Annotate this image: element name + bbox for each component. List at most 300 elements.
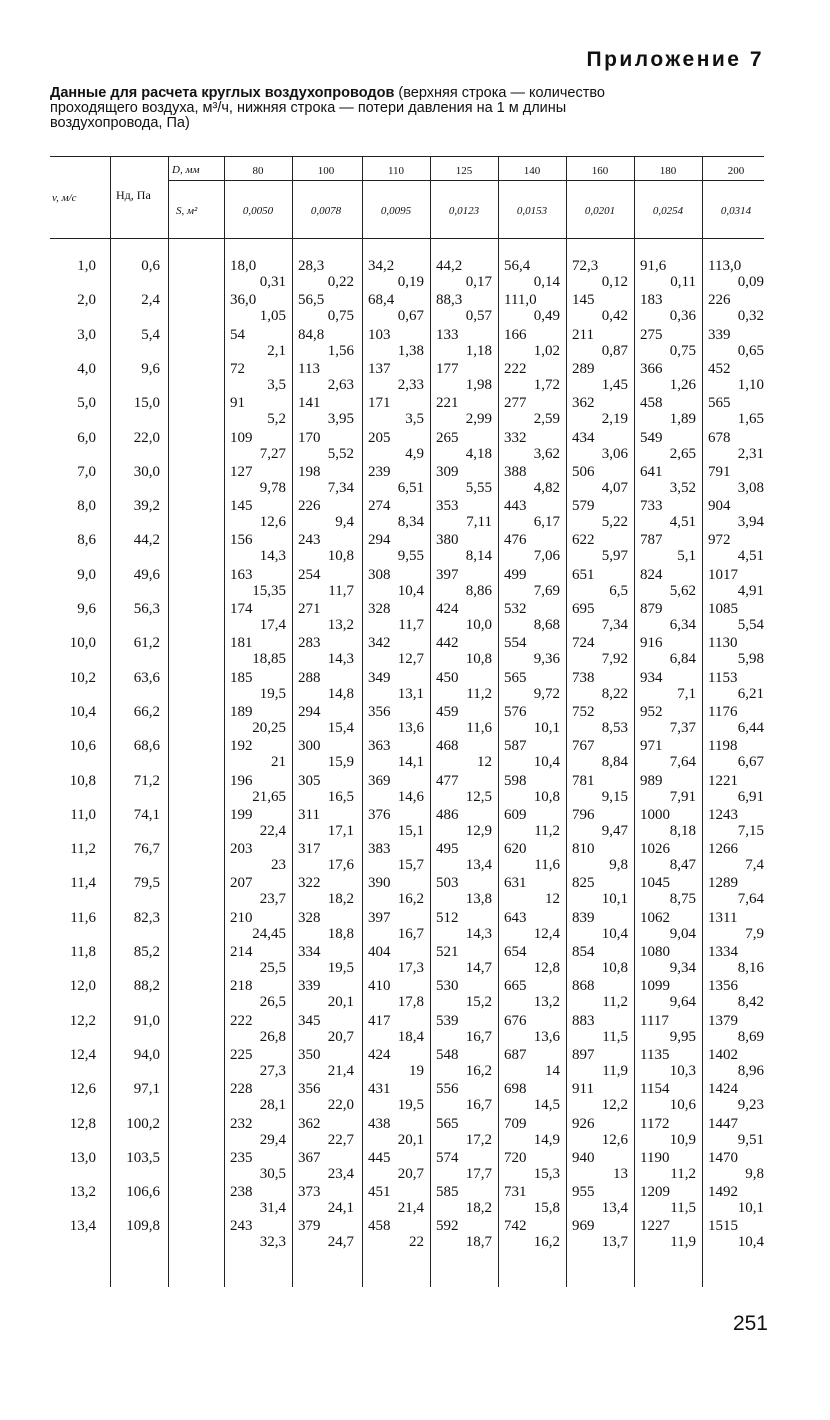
dynamic-pressure-value: 103,5	[126, 1149, 160, 1166]
air-flow-value: 503	[436, 875, 459, 892]
air-flow-value: 356	[298, 1081, 321, 1098]
air-flow-value: 145	[572, 292, 595, 309]
air-flow-value: 1402	[708, 1046, 738, 1063]
air-flow-value: 222	[504, 360, 527, 377]
air-flow-value: 145	[230, 498, 253, 515]
air-flow-value: 934	[640, 669, 663, 686]
air-flow-value: 238	[230, 1184, 253, 1201]
pressure-loss-value: 7,27	[259, 445, 286, 462]
air-flow-value: 1026	[640, 841, 670, 858]
pressure-loss-value: 3,5	[405, 411, 424, 428]
pressure-loss-value: 31,4	[259, 1200, 286, 1217]
pressure-loss-value: 8,34	[397, 514, 424, 531]
air-flow-value: 211	[572, 326, 594, 343]
diameter-value: 180	[659, 165, 677, 177]
pressure-loss-value: 3,52	[669, 479, 696, 496]
pressure-loss-value: 1,26	[669, 376, 696, 393]
air-flow-value: 452	[708, 360, 731, 377]
pressure-loss-value: 15,8	[533, 1200, 560, 1217]
dynamic-pressure-value: 2,4	[141, 292, 160, 309]
velocity-value: 11,4	[70, 875, 96, 892]
air-flow-value: 84,8	[298, 326, 325, 343]
air-flow-value: 54	[230, 326, 245, 343]
pressure-loss-value: 9,78	[259, 479, 286, 496]
air-flow-value: 521	[436, 944, 459, 960]
air-flow-value: 289	[572, 360, 595, 377]
air-flow-value: 678	[708, 429, 731, 446]
velocity-value: 11,8	[70, 944, 96, 960]
air-flow-value: 199	[230, 806, 253, 823]
dynamic-pressure-value: 63,6	[133, 669, 160, 686]
pressure-loss-value: 8,75	[669, 891, 696, 908]
pressure-loss-value: 16,2	[465, 1062, 492, 1079]
pressure-loss-value: 6,84	[669, 651, 696, 668]
air-flow-value: 424	[436, 601, 459, 617]
velocity-value: 10,6	[69, 738, 96, 755]
air-flow-value: 228	[230, 1081, 253, 1098]
table-top-rule	[50, 156, 764, 157]
pressure-loss-value: 14,1	[397, 754, 424, 771]
pressure-loss-value: 10,1	[737, 1200, 764, 1217]
pressure-loss-value: 1,02	[533, 342, 560, 359]
air-flow-value: 163	[230, 566, 253, 583]
pressure-loss-value: 12,4	[533, 925, 560, 942]
air-flow-value: 56,5	[298, 292, 325, 309]
air-flow-value: 91,6	[640, 258, 667, 274]
air-flow-value: 350	[298, 1046, 321, 1063]
air-flow-value: 486	[436, 806, 459, 823]
pressure-loss-value: 3,94	[737, 514, 764, 531]
pressure-loss-value: 15,2	[465, 994, 492, 1011]
pressure-loss-value: 1,10	[737, 376, 764, 393]
pressure-loss-value: 7,4	[745, 857, 764, 874]
pressure-loss-value: 10,8	[601, 960, 628, 976]
pressure-loss-value: 17,8	[397, 994, 424, 1011]
air-flow-value: 328	[368, 601, 391, 617]
air-flow-value: 127	[230, 463, 253, 480]
air-flow-value: 1447	[708, 1115, 738, 1132]
air-flow-value: 277	[504, 395, 527, 412]
air-flow-value: 940	[572, 1149, 595, 1166]
pressure-loss-value: 9,04	[669, 925, 696, 942]
air-flow-value: 334	[298, 944, 321, 960]
air-flow-value: 311	[298, 806, 320, 823]
pressure-loss-value: 14,9	[533, 1131, 560, 1148]
air-flow-value: 698	[504, 1081, 527, 1098]
diameter-value: 80	[252, 165, 264, 177]
dynamic-pressure-value: 66,2	[133, 703, 160, 720]
air-flow-value: 854	[572, 944, 595, 960]
air-flow-value: 91	[230, 395, 245, 412]
dynamic-pressure-value: 109,8	[126, 1218, 160, 1235]
pressure-loss-value: 16,7	[465, 1097, 492, 1114]
pressure-loss-value: 5,22	[601, 514, 628, 531]
air-flow-value: 113,0	[708, 258, 742, 274]
pressure-loss-value: 19,5	[259, 685, 286, 702]
air-flow-value: 34,2	[368, 258, 395, 274]
pressure-loss-value: 30,5	[259, 1165, 286, 1182]
pressure-loss-value: 11,2	[534, 822, 560, 839]
air-flow-value: 767	[572, 738, 595, 755]
dynamic-pressure-value: 85,2	[133, 944, 160, 960]
air-flow-value: 397	[436, 566, 459, 583]
air-flow-value: 556	[436, 1081, 459, 1098]
pressure-loss-value: 6,44	[737, 719, 764, 736]
air-flow-value: 1356	[708, 978, 738, 995]
pressure-loss-value: 9,55	[397, 548, 424, 565]
pressure-loss-value: 11,2	[602, 994, 628, 1011]
pressure-loss-value: 11,5	[670, 1200, 696, 1217]
pressure-loss-value: 16,2	[397, 891, 424, 908]
pressure-loss-value: 10,3	[669, 1062, 696, 1079]
pressure-loss-value: 25,5	[259, 960, 286, 976]
page-number: 251	[732, 1312, 768, 1335]
pressure-loss-value: 9,8	[745, 1165, 764, 1182]
air-flow-value: 113	[298, 360, 320, 377]
air-flow-value: 133	[436, 326, 459, 343]
pressure-loss-value: 11,7	[328, 582, 354, 599]
pressure-loss-value: 5,98	[737, 651, 764, 668]
air-flow-value: 254	[298, 566, 321, 583]
air-flow-value: 576	[504, 703, 527, 720]
pressure-loss-value: 6,67	[737, 754, 764, 771]
appendix-title: Приложение 7	[586, 48, 764, 71]
pressure-loss-value: 8,86	[465, 582, 492, 599]
air-flow-value: 1017	[708, 566, 738, 583]
pressure-loss-value: 13	[613, 1165, 628, 1182]
air-flow-value: 631	[504, 875, 527, 892]
pressure-loss-value: 10,9	[669, 1131, 696, 1148]
pressure-loss-value: 0,14	[533, 274, 560, 290]
air-flow-value: 431	[368, 1081, 391, 1098]
pressure-loss-value: 22	[409, 1234, 424, 1251]
air-flow-value: 349	[368, 669, 391, 686]
velocity-value: 13,4	[69, 1218, 96, 1235]
pressure-loss-value: 8,69	[737, 1028, 764, 1045]
air-flow-value: 235	[230, 1149, 253, 1166]
diameter-value: 200	[727, 165, 745, 177]
air-flow-value: 332	[504, 429, 527, 446]
air-flow-value: 56,4	[504, 258, 531, 274]
header-velocity: v, м/с	[52, 192, 77, 204]
pressure-loss-value: 8,53	[601, 719, 628, 736]
air-flow-value: 274	[368, 498, 391, 515]
air-flow-value: 214	[230, 944, 253, 960]
air-flow-value: 1062	[640, 909, 670, 926]
pressure-loss-value: 15,3	[533, 1165, 560, 1182]
pressure-loss-value: 9,34	[669, 960, 696, 976]
air-flow-value: 665	[504, 978, 527, 995]
pressure-loss-value: 10,4	[397, 582, 424, 599]
pressure-loss-value: 4,51	[737, 548, 764, 565]
air-flow-value: 1135	[640, 1046, 670, 1063]
pressure-loss-value: 10,4	[533, 754, 560, 771]
air-flow-value: 174	[230, 601, 253, 617]
pressure-loss-value: 17,3	[397, 960, 424, 976]
air-flow-value: 676	[504, 1012, 527, 1029]
air-flow-value: 495	[436, 841, 459, 858]
pressure-loss-value: 7,34	[327, 479, 354, 496]
air-flow-value: 189	[230, 703, 253, 720]
pressure-loss-value: 13,4	[601, 1200, 628, 1217]
velocity-value: 8,6	[77, 532, 96, 549]
air-flow-value: 695	[572, 601, 595, 617]
velocity-value: 8,0	[77, 498, 96, 515]
table-caption	[50, 86, 750, 131]
air-flow-value: 622	[572, 532, 595, 549]
pressure-loss-value: 9,64	[669, 994, 696, 1011]
pressure-loss-value: 11,7	[398, 617, 424, 633]
pressure-loss-value: 7,9	[745, 925, 764, 942]
pressure-loss-value: 11,5	[602, 1028, 628, 1045]
pressure-loss-value: 3,95	[327, 411, 354, 428]
pressure-loss-value: 6,51	[397, 479, 424, 496]
pressure-loss-value: 14	[545, 1062, 560, 1079]
air-flow-value: 733	[640, 498, 663, 515]
pressure-loss-value: 23,7	[259, 891, 286, 908]
air-flow-value: 283	[298, 635, 321, 652]
air-flow-value: 971	[640, 738, 663, 755]
air-flow-value: 458	[640, 395, 663, 412]
pressure-loss-value: 15,4	[327, 719, 354, 736]
pressure-loss-value: 5,54	[737, 617, 764, 633]
area-value: 0,0314	[720, 205, 752, 217]
air-flow-value: 171	[368, 395, 391, 412]
air-flow-value: 309	[436, 463, 459, 480]
air-flow-value: 317	[298, 841, 321, 858]
pressure-loss-value: 4,51	[669, 514, 696, 531]
air-flow-value: 88,3	[436, 292, 463, 309]
pressure-loss-value: 8,14	[465, 548, 492, 565]
pressure-loss-value: 29,4	[259, 1131, 286, 1148]
table-subheader-rule	[168, 180, 764, 181]
column-divider	[634, 156, 635, 1287]
air-flow-value: 926	[572, 1115, 595, 1132]
pressure-loss-value: 21	[271, 754, 286, 771]
caption-line-2: проходящего воздуха, м³/ч, нижняя строка — потери давления на 1 м длины	[50, 100, 567, 116]
pressure-loss-value: 8,47	[669, 857, 696, 874]
pressure-loss-value: 0,75	[327, 308, 354, 325]
air-flow-value: 271	[298, 601, 321, 617]
air-flow-value: 1221	[708, 772, 738, 789]
velocity-value: 4,0	[77, 360, 96, 377]
air-flow-value: 366	[640, 360, 663, 377]
pressure-loss-value: 15,1	[397, 822, 424, 839]
air-flow-value: 1334	[708, 944, 738, 960]
pressure-loss-value: 1,98	[465, 376, 492, 393]
pressure-loss-value: 11,9	[670, 1234, 696, 1251]
air-flow-value: 459	[436, 703, 459, 720]
air-flow-value: 972	[708, 532, 731, 549]
air-flow-value: 322	[298, 875, 321, 892]
air-flow-value: 592	[436, 1218, 459, 1235]
pressure-loss-value: 18,85	[252, 651, 286, 668]
velocity-value: 13,0	[69, 1149, 96, 1166]
air-flow-value: 1243	[708, 806, 738, 823]
air-flow-value: 1190	[640, 1149, 670, 1166]
pressure-loss-value: 3,08	[737, 479, 764, 496]
air-flow-value: 574	[436, 1149, 459, 1166]
velocity-value: 12,8	[69, 1115, 96, 1132]
pressure-loss-value: 1,65	[737, 411, 764, 428]
air-flow-value: 897	[572, 1046, 595, 1063]
diameter-value: 140	[523, 165, 541, 177]
air-flow-value: 791	[708, 463, 731, 480]
pressure-loss-value: 8,42	[737, 994, 764, 1011]
area-value: 0,0095	[380, 205, 412, 217]
pressure-loss-value: 15,7	[397, 857, 424, 874]
air-flow-value: 410	[368, 978, 391, 995]
air-flow-value: 539	[436, 1012, 459, 1029]
air-flow-value: 185	[230, 669, 253, 686]
pressure-loss-value: 8,96	[737, 1062, 764, 1079]
dynamic-pressure-value: 15,0	[133, 395, 160, 412]
pressure-loss-value: 12,5	[465, 788, 492, 805]
air-flow-value: 1266	[708, 841, 738, 858]
air-flow-value: 36,0	[230, 292, 257, 309]
air-flow-value: 731	[504, 1184, 527, 1201]
pressure-loss-value: 2,1	[267, 342, 286, 359]
pressure-loss-value: 20,1	[327, 994, 354, 1011]
air-flow-value: 796	[572, 806, 595, 823]
pressure-loss-value: 11,2	[466, 685, 492, 702]
pressure-loss-value: 23	[271, 857, 286, 874]
area-value: 0,0201	[584, 205, 616, 217]
pressure-loss-value: 18,2	[465, 1200, 492, 1217]
pressure-loss-value: 14,6	[397, 788, 424, 805]
pressure-loss-value: 19,5	[397, 1097, 424, 1114]
air-flow-value: 379	[298, 1218, 321, 1235]
air-flow-value: 72,3	[572, 258, 599, 274]
air-flow-value: 265	[436, 429, 459, 446]
dynamic-pressure-value: 82,3	[133, 909, 160, 926]
air-flow-value: 904	[708, 498, 731, 515]
pressure-loss-value: 0,57	[465, 308, 492, 325]
pressure-loss-value: 27,3	[259, 1062, 286, 1079]
air-flow-value: 367	[298, 1149, 321, 1166]
pressure-loss-value: 0,36	[669, 308, 696, 325]
pressure-loss-value: 0,31	[259, 274, 286, 290]
velocity-value: 12,2	[69, 1012, 96, 1029]
column-divider	[168, 156, 169, 1287]
air-flow-value: 643	[504, 909, 527, 926]
air-flow-value: 243	[298, 532, 321, 549]
pressure-loss-value: 17,2	[465, 1131, 492, 1148]
air-flow-value: 137	[368, 360, 391, 377]
velocity-value: 6,0	[77, 429, 96, 446]
pressure-loss-value: 18,7	[465, 1234, 492, 1251]
air-flow-value: 445	[368, 1149, 391, 1166]
pressure-loss-value: 2,59	[533, 411, 560, 428]
pressure-loss-value: 20,7	[397, 1165, 424, 1182]
air-flow-value: 654	[504, 944, 527, 960]
air-flow-value: 579	[572, 498, 595, 515]
pressure-loss-value: 14,7	[465, 960, 492, 976]
pressure-loss-value: 1,05	[259, 308, 286, 325]
pressure-loss-value: 8,84	[601, 754, 628, 771]
pressure-loss-value: 18,8	[327, 925, 354, 942]
air-flow-value: 225	[230, 1046, 253, 1063]
pressure-loss-value: 16,7	[397, 925, 424, 942]
air-flow-value: 376	[368, 806, 391, 823]
air-flow-value: 825	[572, 875, 595, 892]
pressure-loss-value: 0,17	[465, 274, 492, 290]
pressure-loss-value: 13,1	[397, 685, 424, 702]
velocity-value: 9,0	[77, 566, 96, 583]
air-flow-value: 362	[298, 1115, 321, 1132]
pressure-loss-value: 13,6	[533, 1028, 560, 1045]
pressure-loss-value: 0,11	[670, 274, 696, 290]
air-flow-value: 166	[504, 326, 527, 343]
air-flow-value: 1099	[640, 978, 670, 995]
air-flow-value: 1379	[708, 1012, 738, 1029]
pressure-loss-value: 24,7	[327, 1234, 354, 1251]
pressure-loss-value: 6,17	[533, 514, 560, 531]
dynamic-pressure-value: 49,6	[133, 566, 160, 583]
air-flow-value: 380	[436, 532, 459, 549]
dynamic-pressure-value: 100,2	[126, 1115, 160, 1132]
pressure-loss-value: 0,65	[737, 342, 764, 359]
pressure-loss-value: 13,6	[397, 719, 424, 736]
pressure-loss-value: 0,12	[601, 274, 628, 290]
air-flow-value: 44,2	[436, 258, 463, 274]
pressure-loss-value: 2,31	[737, 445, 764, 462]
pressure-loss-value: 5,52	[327, 445, 354, 462]
table-header-rule	[50, 238, 764, 239]
air-flow-value: 955	[572, 1184, 595, 1201]
air-flow-value: 824	[640, 566, 663, 583]
pressure-loss-value: 5,97	[601, 548, 628, 565]
pressure-loss-value: 2,63	[327, 376, 354, 393]
air-flow-value: 585	[436, 1184, 459, 1201]
velocity-value: 10,4	[69, 703, 96, 720]
dynamic-pressure-value: 94,0	[133, 1046, 160, 1063]
air-flow-value: 810	[572, 841, 595, 858]
pressure-loss-value: 1,56	[327, 342, 354, 359]
pressure-loss-value: 2,65	[669, 445, 696, 462]
air-flow-value: 181	[230, 635, 253, 652]
air-flow-value: 781	[572, 772, 595, 789]
pressure-loss-value: 2,33	[397, 376, 424, 393]
air-flow-value: 1198	[708, 738, 738, 755]
dynamic-pressure-value: 44,2	[133, 532, 160, 549]
pressure-loss-value: 7,91	[669, 788, 696, 805]
air-flow-value: 1045	[640, 875, 670, 892]
air-flow-value: 512	[436, 909, 459, 926]
pressure-loss-value: 21,4	[397, 1200, 424, 1217]
pressure-loss-value: 6,21	[737, 685, 764, 702]
pressure-loss-value: 20,25	[252, 719, 286, 736]
pressure-loss-value: 10,8	[533, 788, 560, 805]
pressure-loss-value: 5,55	[465, 479, 492, 496]
pressure-loss-value: 12,6	[601, 1131, 628, 1148]
pressure-loss-value: 7,37	[669, 719, 696, 736]
pressure-loss-value: 14,8	[327, 685, 354, 702]
area-value: 0,0123	[448, 205, 480, 217]
column-divider	[566, 156, 567, 1287]
pressure-loss-value: 7,1	[677, 685, 696, 702]
air-flow-value: 476	[504, 532, 527, 549]
air-flow-value: 916	[640, 635, 663, 652]
air-flow-value: 787	[640, 532, 663, 549]
air-flow-value: 989	[640, 772, 663, 789]
air-flow-value: 226	[298, 498, 321, 515]
header-area: S, м²	[176, 205, 198, 217]
pressure-loss-value: 19,5	[327, 960, 354, 976]
pressure-loss-value: 0,32	[737, 308, 764, 325]
pressure-loss-value: 4,91	[737, 582, 764, 599]
air-flow-value: 198	[298, 463, 321, 480]
